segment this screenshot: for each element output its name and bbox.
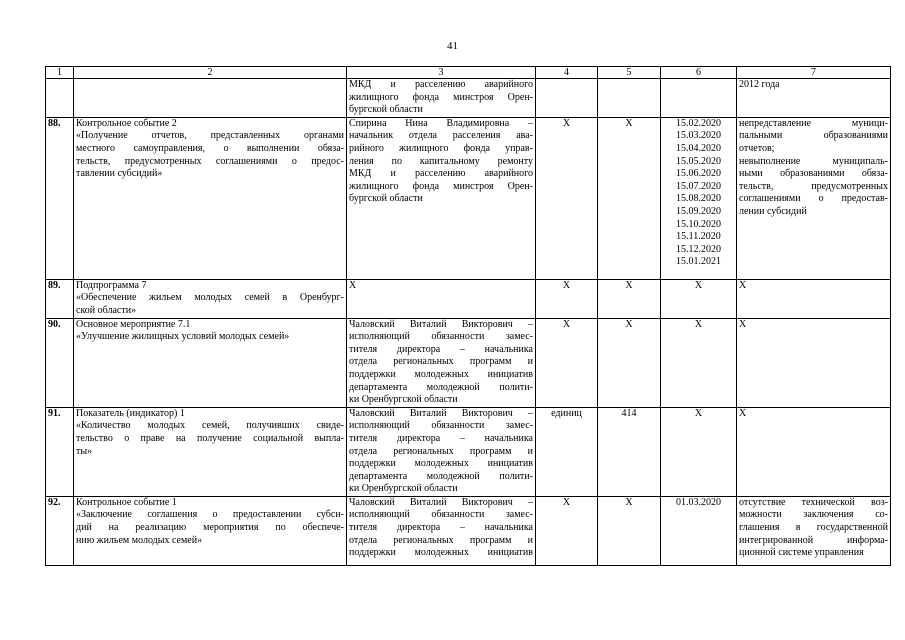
- row-number: 90.: [46, 318, 74, 407]
- row-title: Основное мероприятие 7.1: [76, 318, 191, 330]
- col5-cell: X: [598, 496, 661, 565]
- table-row: [46, 318, 891, 407]
- responsible-line: МКД и расселению аварийного: [349, 79, 533, 90]
- risk-line: глашения в государственной: [739, 522, 888, 534]
- col6-cell: 01.03.2020: [661, 496, 737, 565]
- dates-cell: [661, 117, 737, 279]
- risk-line: отсутствие технической воз-: [739, 496, 888, 508]
- row-title: Контрольное событие 2: [76, 117, 177, 129]
- col5-cell: 414: [598, 407, 661, 496]
- risk-line: отчетов;: [739, 142, 775, 154]
- date-value: 15.12.2020: [676, 243, 721, 255]
- description-cell: [74, 279, 347, 318]
- row-title: Показатель (индикатор) 1: [76, 407, 185, 419]
- description-line: дий на реализацию мероприятия по обеспече-: [76, 522, 344, 534]
- date-value: 15.08.2020: [676, 193, 721, 205]
- date-value: 15.01.2021: [676, 256, 721, 268]
- risk-line: пальными образованиями: [739, 130, 888, 142]
- row-title: Контрольное событие 1: [76, 496, 177, 508]
- responsible-cell: [347, 79, 536, 118]
- risk-line: тельств, предусмотренных: [739, 180, 888, 192]
- date-value: 15.03.2020: [676, 130, 721, 142]
- responsible-line: поддержки молодежных инициатив: [349, 458, 533, 470]
- col4-cell: X: [536, 117, 598, 279]
- col7-cell: X: [737, 318, 891, 407]
- responsible-line: департамента молодежной полити-: [349, 381, 533, 393]
- responsible-cell: X: [347, 279, 536, 318]
- responsible-line: жилищного фонда минстроя Орен-: [349, 180, 533, 192]
- column-header: 7: [737, 67, 891, 79]
- date-value: 15.06.2020: [676, 168, 721, 180]
- responsible-line: бургской области: [349, 104, 423, 116]
- responsible-line: ки Оренбургской области: [349, 394, 458, 406]
- description-line: «Улучшение жилищных условий молодых семей»: [76, 331, 290, 343]
- description-line: тельств, предусмотренных соглашениями о предос-: [76, 155, 344, 167]
- responsible-line: поддержки молодежных инициатив: [349, 368, 533, 380]
- responsible-line: Чаловский Виталий Викторович –: [349, 318, 533, 330]
- col5-cell: X: [598, 117, 661, 279]
- responsible-line: начальник отдела расселения ава-: [349, 130, 533, 142]
- table-row: [46, 407, 891, 496]
- description-cell: [74, 79, 347, 118]
- responsible-line: исполняющий обязанности замес-: [349, 420, 533, 432]
- col6-cell: X: [661, 279, 737, 318]
- page-number: 41: [447, 40, 458, 52]
- date-value: 15.04.2020: [676, 142, 721, 154]
- responsible-line: ления по капитальному ремонту: [349, 155, 533, 167]
- risk-line: ными образованиями обяза-: [739, 168, 888, 180]
- responsible-line: отдела региональных программ и: [349, 534, 533, 546]
- responsible-line: тителя директора – начальника: [349, 522, 533, 534]
- description-line: «Заключение соглашения о предоставлении субси-: [76, 509, 344, 521]
- description-line: ской области»: [76, 304, 137, 316]
- col6-cell: [661, 79, 737, 118]
- responsible-cell: [347, 117, 536, 279]
- date-value: 15.10.2020: [676, 218, 721, 230]
- responsible-line: департамента молодежной полити-: [349, 470, 533, 482]
- description-cell: [74, 407, 347, 496]
- risk-line: лении субсидий: [739, 205, 807, 217]
- description-cell: [74, 117, 347, 279]
- date-value: 15.02.2020: [676, 117, 721, 129]
- column-header: 3: [347, 67, 536, 79]
- risk-line: интегрированной информа-: [739, 534, 888, 546]
- col5-cell: [598, 79, 661, 118]
- table-row: [46, 496, 891, 565]
- col7-cell: X: [737, 279, 891, 318]
- table-row: [46, 79, 891, 118]
- responsible-line: отдела региональных программ и: [349, 445, 533, 457]
- description-line: тавлении субсидий»: [76, 168, 163, 180]
- table-row: [46, 279, 891, 318]
- col5-cell: X: [598, 318, 661, 407]
- responsible-line: Чаловский Виталий Викторович –: [349, 496, 533, 508]
- col7-cell: [737, 496, 891, 565]
- description-line: «Количество молодых семей, получивших свиде-: [76, 420, 344, 432]
- responsible-line: поддержки молодежных инициатив: [349, 547, 533, 559]
- col5-cell: X: [598, 279, 661, 318]
- responsible-line: тителя директора – начальника: [349, 432, 533, 444]
- date-value: 15.09.2020: [676, 205, 721, 217]
- description-line: нию жильем молодых семей»: [76, 534, 203, 546]
- col4-cell: X: [536, 496, 598, 565]
- row-number: 91.: [46, 407, 74, 496]
- row-number: 92.: [46, 496, 74, 565]
- responsible-line: рийного жилищного фонда управ-: [349, 142, 533, 154]
- column-header: 5: [598, 67, 661, 79]
- table-row: [46, 117, 891, 279]
- risk-line: соглашениями о предостав-: [739, 193, 888, 205]
- responsible-line: ки Оренбургской области: [349, 483, 458, 495]
- description-line: «Обеспечение жильем молодых семей в Оренбург-: [76, 292, 344, 304]
- responsible-line: МКД и расселению аварийного: [349, 168, 533, 180]
- responsible-cell: [347, 496, 536, 565]
- date-value: 15.07.2020: [676, 180, 721, 192]
- responsible-line: Спирина Нина Владимировна –: [349, 117, 533, 129]
- description-line: местного самоуправления, о выполнении обяза-: [76, 142, 344, 154]
- row-number: 88.: [46, 117, 74, 279]
- row-title: Подпрограмма 7: [76, 279, 147, 291]
- responsible-cell: [347, 407, 536, 496]
- description-cell: [74, 496, 347, 565]
- description-cell: [74, 318, 347, 407]
- risk-line: ционной системе управления: [739, 547, 864, 559]
- col7-cell: X: [737, 407, 891, 496]
- column-header: 4: [536, 67, 598, 79]
- description-line: ты»: [76, 445, 93, 457]
- description-line: «Получение отчетов, представленных органами: [76, 130, 344, 142]
- date-value: 15.05.2020: [676, 155, 721, 167]
- column-header: 1: [46, 67, 74, 79]
- col4-cell: X: [536, 279, 598, 318]
- date-value: 15.11.2020: [676, 231, 721, 243]
- col6-cell: X: [661, 318, 737, 407]
- col6-cell: X: [661, 407, 737, 496]
- responsible-line: отдела региональных программ и: [349, 356, 533, 368]
- col7-cell: [737, 117, 891, 279]
- col7-cell: 2012 года: [737, 79, 891, 118]
- description-line: тельство о праве на получение социальной выпла-: [76, 432, 344, 444]
- risk-line: непредставление муници-: [739, 117, 888, 129]
- table-header-row: [46, 67, 891, 79]
- row-number-cell: [46, 79, 74, 118]
- schedule-table: [45, 66, 891, 566]
- row-number: 89.: [46, 279, 74, 318]
- column-header: 2: [74, 67, 347, 79]
- responsible-line: исполняющий обязанности замес-: [349, 331, 533, 343]
- responsible-line: исполняющий обязанности замес-: [349, 509, 533, 521]
- responsible-cell: [347, 318, 536, 407]
- risk-line: можности заключения со-: [739, 509, 888, 521]
- column-header: 6: [661, 67, 737, 79]
- col4-cell: X: [536, 318, 598, 407]
- responsible-line: Чаловский Виталий Викторович –: [349, 407, 533, 419]
- responsible-line: бургской области: [349, 193, 423, 205]
- responsible-line: жилищного фонда минстроя Орен-: [349, 91, 533, 103]
- col4-cell: единиц: [536, 407, 598, 496]
- risk-line: невыполнение муниципаль-: [739, 155, 888, 167]
- col4-cell: [536, 79, 598, 118]
- responsible-line: тителя директора – начальника: [349, 343, 533, 355]
